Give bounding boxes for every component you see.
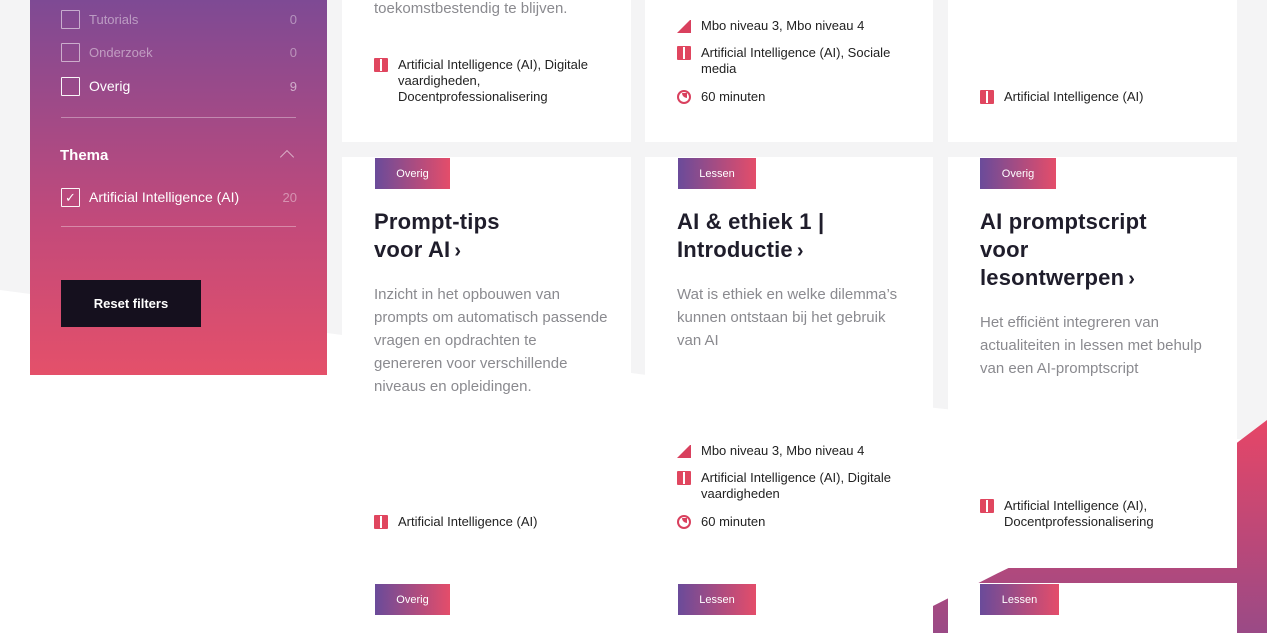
checkbox[interactable]	[61, 77, 80, 96]
card-title-line: voor AI	[374, 237, 451, 262]
filter-option-artificial-intelligence[interactable]	[61, 186, 297, 208]
card-themes	[374, 514, 614, 530]
divider	[61, 117, 296, 118]
card-level-text: Mbo niveau 3, Mbo niveau 4	[701, 443, 865, 458]
card[interactable]	[948, 0, 1237, 142]
card[interactable]	[342, 0, 631, 142]
category-tag: Lessen	[678, 158, 756, 189]
checkbox[interactable]	[61, 10, 80, 29]
chevron-right-icon: ›	[1128, 268, 1136, 290]
card[interactable]	[645, 0, 933, 142]
filter-label: Overig	[89, 78, 131, 94]
filter-option-overig[interactable]	[61, 75, 297, 97]
chevron-right-icon: ›	[796, 240, 804, 262]
card-ai-ethiek[interactable]	[645, 157, 933, 568]
card-title-line: AI & ethiek 1 |	[677, 209, 825, 234]
card-title[interactable]	[374, 208, 614, 265]
card-title[interactable]	[980, 208, 1220, 293]
card[interactable]	[948, 583, 1237, 633]
card-prompt-tips[interactable]	[342, 157, 631, 568]
card-themes	[374, 57, 604, 105]
filter-label: Artificial Intelligence (AI)	[89, 189, 240, 205]
divider	[61, 226, 296, 227]
card-themes	[677, 470, 897, 502]
card-level	[677, 443, 917, 459]
card-level-text: Mbo niveau 3, Mbo niveau 4	[701, 18, 865, 33]
card[interactable]	[342, 583, 631, 633]
category-tag: Lessen	[980, 584, 1059, 615]
card[interactable]	[645, 583, 933, 633]
reset-filters-button[interactable]: Reset filters	[61, 280, 201, 327]
book-icon	[374, 58, 388, 72]
card-themes-text: Artificial Intelligence (AI)	[1004, 89, 1144, 104]
card-title-line: Introductie	[677, 237, 793, 262]
card-themes	[980, 89, 1220, 105]
card-title-line: AI promptscript	[980, 209, 1147, 234]
card-title-line: voor	[980, 237, 1029, 262]
card-themes-text: Artificial Intelligence (AI), Docentprofessionalisering	[1004, 498, 1154, 529]
book-icon	[980, 90, 994, 104]
card-themes	[980, 498, 1220, 530]
filter-option-tutorials[interactable]	[61, 8, 297, 30]
section-title-thema: Thema	[60, 147, 109, 164]
filter-count: 9	[289, 78, 297, 94]
filter-label: Tutorials	[89, 11, 139, 27]
card-description: Wat is ethiek en welke dilemma’s kunnen ontstaan bij het gebruik van AI	[677, 286, 898, 349]
clock-icon	[677, 90, 691, 104]
category-tag: Overig	[980, 158, 1056, 189]
filter-count: 20	[282, 189, 297, 205]
card-title-line: Prompt-tips	[374, 209, 500, 234]
card-duration-text: 60 minuten	[701, 514, 766, 529]
card-themes-text: Artificial Intelligence (AI), Digitale vaardigheden	[701, 470, 892, 501]
level-icon	[677, 19, 691, 33]
card-duration	[677, 514, 877, 530]
card-duration	[677, 89, 877, 105]
card-themes-text: Artificial Intelligence (AI), Sociale media	[701, 45, 891, 76]
level-icon	[677, 444, 691, 458]
checkmark-icon: ✓	[65, 189, 76, 205]
clock-icon	[677, 515, 691, 529]
book-icon	[677, 46, 691, 60]
card-duration-text: 60 minuten	[701, 89, 766, 104]
chevron-right-icon: ›	[454, 240, 462, 262]
card-themes-text: Artificial Intelligence (AI)	[398, 514, 538, 529]
category-tag: Lessen	[678, 584, 756, 615]
checkbox-checked[interactable]	[61, 188, 80, 207]
card-themes-text: Artificial Intelligence (AI), Digitale vaardigheden, Docentprofessionalisering	[398, 57, 589, 104]
card-ai-promptscript[interactable]	[948, 157, 1237, 568]
card-level	[677, 18, 917, 34]
card-title[interactable]	[677, 208, 917, 265]
category-tag: Overig	[375, 158, 450, 189]
book-icon	[677, 471, 691, 485]
filter-option-onderzoek[interactable]	[61, 41, 297, 63]
card-description: toekomstbestendig te blijven.	[374, 0, 568, 17]
card-title-line: lesontwerpen	[980, 265, 1125, 290]
card-themes	[677, 45, 897, 77]
card-description: Het efficiënt integreren van actualiteiten in lessen met behulp van een AI-promptscript	[980, 314, 1202, 377]
filter-label: Onderzoek	[89, 44, 153, 60]
checkbox[interactable]	[61, 43, 80, 62]
book-icon	[374, 515, 388, 529]
category-tag: Overig	[375, 584, 450, 615]
filter-count: 0	[289, 44, 297, 60]
card-description: Inzicht in het opbouwen van prompts om automatisch passende vragen en opdrachten te genereren voor verschillende niveaus en opleidingen.	[374, 286, 608, 395]
book-icon	[980, 499, 994, 513]
filter-count: 0	[289, 11, 297, 27]
